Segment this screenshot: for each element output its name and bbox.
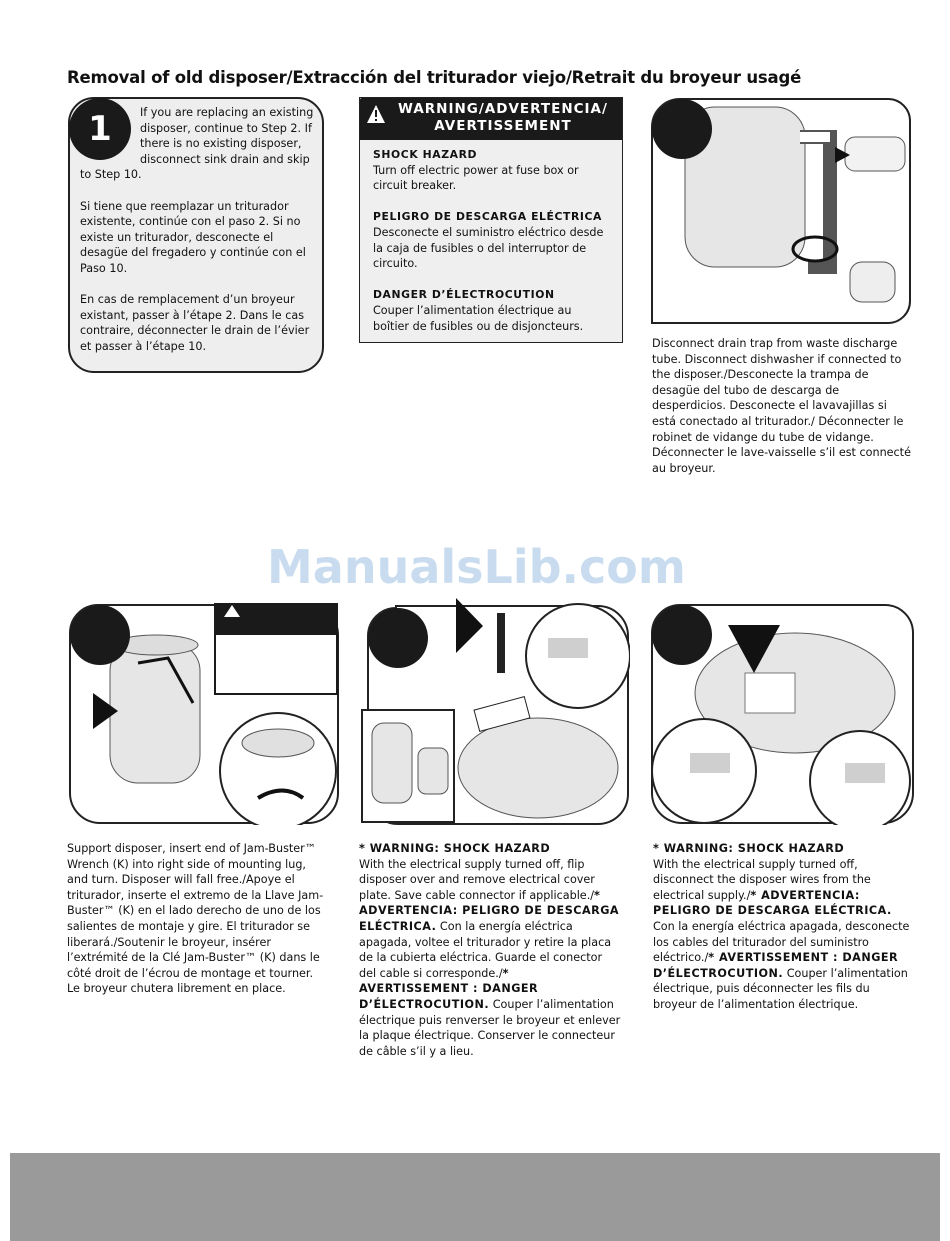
step5-illustration [650, 603, 915, 825]
warning-en-title: SHOCK HAZARD [373, 148, 478, 161]
warning-es-text: Desconecte el suministro eléctrico desde la caja de fusibles o del interruptor de circuito. [373, 225, 604, 271]
step2-illustration [650, 97, 912, 325]
warning-fr-text: Couper l’alimentation électrique au boîtier de fusibles ou de disjoncteurs. [373, 303, 584, 333]
warning-es-title: PELIGRO DE DESCARGA ELÉCTRICA [373, 210, 603, 224]
step1-panel [68, 97, 324, 373]
step1-french: En cas de remplacement d’un broyeur existant, passer à l’étape 2. Dans le cas contraire, déconnecter le drain de l’évier et passer à l’étape 10. [80, 293, 310, 353]
step5-warning-en: * WARNING: SHOCK HAZARD [653, 842, 845, 855]
warning-box [359, 97, 623, 343]
step4-text-en: With the electrical supply turned off, flip disposer over and remove electrical cover plate. Save cable connector if applicable./ [359, 857, 595, 902]
step5-text-es: Con la energía eléctrica apagada, desconecte los cables del triturador del suministro eléctrico./ [653, 919, 910, 965]
step4-warning-en: * WARNING: SHOCK HAZARD [359, 842, 551, 855]
step4-illustration [358, 598, 630, 826]
warning-fr-title: DANGER D’ÉLECTROCUTION [373, 288, 555, 302]
warning-triangle-icon [366, 104, 386, 124]
step5-text-en: With the electrical supply turned off, disconnect the disposer wires from the electrical supply./ [653, 857, 871, 902]
warning-body [360, 140, 622, 334]
step4-text-fr: Couper l’alimentation électrique puis renverser le broyeur et enlever la plaque électrique. Conserver le connecteur de câble s’il y a lieu. [359, 997, 621, 1058]
step4-warning-fr: * AVERTISSEMENT : DANGER D’ÉLECTROCUTION. [359, 966, 539, 1011]
warning-heading [388, 101, 618, 135]
step1-spanish: Si tiene que reemplazar un triturador existente, continúe con el paso 2. Si no existe un triturador, desconecte el desagüe del fregadero y continúe con el Paso 10. [80, 199, 306, 275]
page-title: Removal of old disposer/Extracción del triturador viejo/Retrait du broyeur usagé [67, 68, 802, 87]
step5-warning-fr: * AVERTISSEMENT : DANGER D’ÉLECTROCUTION. [653, 951, 899, 980]
step1-english: If you are replacing an existing disposer, continue to Step 2. If there is no existing disposer, disconnect sink drain and skip to Step 10. [80, 106, 314, 182]
warning-heading-line1: WARNING/ADVERTENCIA/ [398, 101, 608, 117]
warning-heading-line2: AVERTISSEMENT [434, 118, 572, 134]
step3-caption: Support disposer, insert end of Jam-Buster™ Wrench (K) into right side of mounting lug, and turn. Disposer will fall free./Apoye el triturador, inserte el extremo de la Llave Jam-Buster™ (K) en el lado derecho de uno de los salientes de montaje y gire. El triturador se liberará./Soutenir le broyeur, insérer l’extrémité de la Clé Jam-Buster™ (K) dans le côté droit de l’écrou de montage et tourner. Le broyeur chutera librement en place. [67, 842, 324, 996]
step4-warning-es: * ADVERTENCIA: PELIGRO DE DESCARGA ELÉCTRICA. [359, 888, 620, 933]
step1-number-badge: 1 [69, 98, 131, 160]
warning-header [360, 98, 622, 140]
step4-caption [359, 841, 621, 1059]
step4-text-es: Con la energía eléctrica apagada, voltee el triturador y retire la placa de la cubierta eléctrica. Guarde el conector del cable si corresponde./ [359, 919, 612, 980]
step2-caption: Disconnect drain trap from waste discharge tube. Disconnect dishwasher if connected to the disposer./Desconecte la trampa de desagüe del tubo de descarga de desperdicios. Desconecte el lavavajillas si está conectado al triturador./ Déconnecter le robinet de vidange du tube de vidange. Déconnecter le lave-vaisselle s’il est connecté au broyeur. [652, 337, 911, 475]
step3-illustration [68, 603, 340, 825]
warning-en-text: Turn off electric power at fuse box or circuit breaker. [373, 163, 579, 193]
watermark: ManualsLib.com [267, 540, 686, 594]
step5-text-fr: Couper l’alimentation électrique, puis déconnecter les fils du broyeur de l’alimentation électrique. [653, 966, 908, 1011]
step5-caption [653, 841, 915, 1013]
footer-bar [10, 1153, 940, 1241]
step5-warning-es: * ADVERTENCIA: PELIGRO DE DESCARGA ELÉCTRICA. [653, 888, 892, 918]
